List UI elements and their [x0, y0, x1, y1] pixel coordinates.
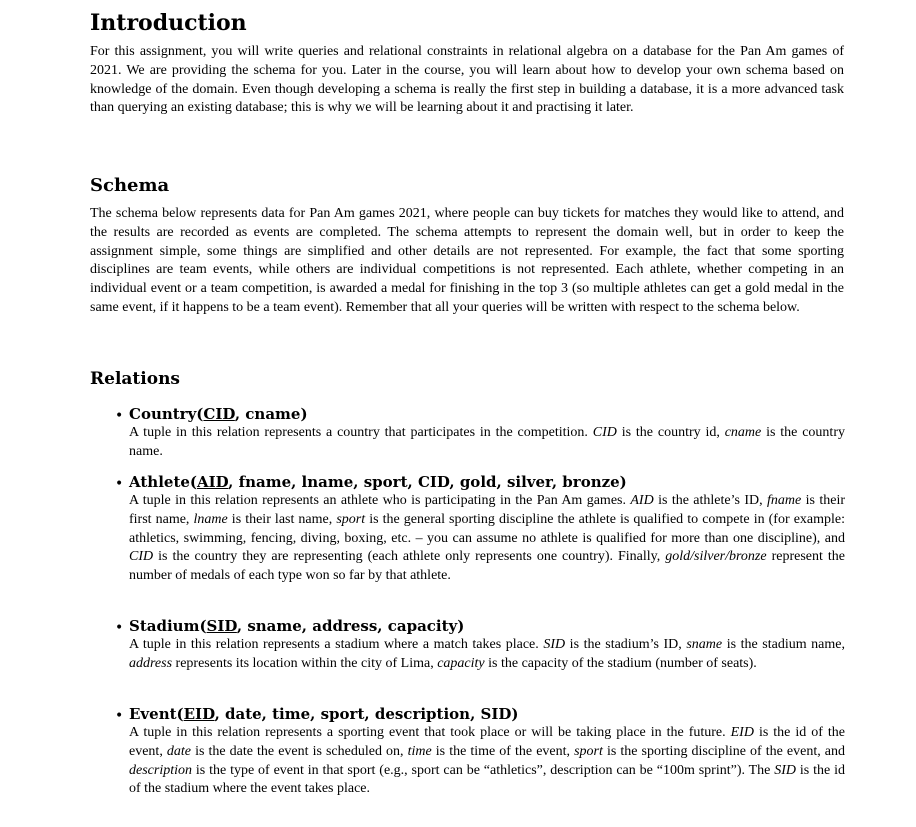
attribute-name: SID	[774, 762, 797, 778]
attribute-name: lname	[193, 511, 228, 527]
introduction-paragraph: For this assignment, you will write queries and relational constraints in relational algebra on a database for the Pan Am games of 2021. We are providing the schema for you. Later in the course, you will learn about how to develop your own schema based on knowledge of the domain. Even though developing a schema is really the first step in building a database, it is a more advanced task than querying an existing database; this is why we will be learning about it and practising it later.	[90, 44, 844, 116]
description-text: is the stadium’s ID,	[565, 637, 687, 652]
description-text: is the country they are representing (each athlete only represents one country). Finally,	[153, 549, 666, 565]
description-text: is the type of event in that sport (e.g., sport can be “athletics”, description can be “100m sprint”). The	[192, 762, 775, 778]
attribute-name: EID	[730, 725, 754, 740]
attribute-name: time	[407, 743, 432, 759]
relation-signature: Event(EID, date, time, sport, description, SID)	[129, 705, 519, 723]
description-text: is the country id,	[616, 425, 725, 440]
description-text: A tuple in this relation represents an athlete who is participating in the Pan Am games.	[129, 493, 631, 508]
relations-heading: Relations	[90, 369, 180, 389]
relation-event	[115, 705, 845, 799]
relation-description	[129, 724, 845, 799]
bullet-icon: •	[115, 408, 124, 424]
primary-key: EID	[183, 705, 215, 723]
attribute-name: capacity	[437, 655, 485, 671]
attribute-name: AID	[630, 493, 654, 508]
description-text: is the time of the event,	[431, 743, 575, 759]
attribute-name: sport	[336, 511, 366, 527]
relation-description	[129, 492, 845, 586]
introduction-heading: Introduction	[90, 10, 247, 36]
bullet-icon: •	[115, 476, 124, 492]
description-text: A tuple in this relation represents a sporting event that took place or will be taking place in the future.	[129, 725, 731, 740]
relation-athlete	[115, 473, 845, 586]
relation-signature: Stadium(SID, sname, address, capacity)	[129, 617, 465, 635]
attribute-name: fname	[767, 493, 802, 508]
schema-heading: Schema	[90, 175, 170, 196]
attribute-name: date	[166, 743, 191, 759]
relation-signature: Athlete(AID, fname, lname, sport, CID, gold, silver, bronze)	[129, 473, 627, 491]
description-text: is the athlete’s ID,	[653, 493, 768, 508]
description-text: is the general sporting discipline the athlete is qualified to compete in (for example: athletics, swimming, fencing, diving, boxing, etc. – you can assume no athlete is qualified for more than one discipline), and	[129, 511, 846, 546]
relation-description	[129, 636, 845, 674]
relation-description	[129, 424, 845, 462]
relation-country	[115, 405, 845, 462]
attribute-name: gold/silver/bronze	[665, 549, 767, 565]
attribute-name: CID	[129, 549, 154, 565]
attribute-name: cname	[724, 425, 762, 440]
description-text: represents its location within the city of Lima,	[172, 655, 438, 671]
description-text: is the id of the event,	[129, 725, 845, 759]
attribute-name: SID	[543, 637, 566, 652]
attribute-name: address	[129, 655, 173, 671]
schema-paragraph: The schema below represents data for Pan Am games 2021, where people can buy tickets for matches they would like to attend, and the results are recorded as events are completed. The schema attempts to represent the domain well, but in order to keep the assignment simple, some things are simplified and other details are not represented. For example, the fact that some sporting disciplines are team events, while others are individual competitions is not represented. Each athlete, whether competing in an individual event or a team competition, is awarded a medal for finishing in the top 3 (so multiple athletes can get a gold medal in the same event, if it happens to be a team event). Remember that all your queries will be written with respect to the schema below.	[90, 206, 844, 315]
description-text: is their first name,	[129, 493, 846, 527]
attribute-name: CID	[592, 425, 617, 440]
attribute-name: sport	[574, 743, 603, 759]
relation-stadium	[115, 617, 845, 674]
primary-key: CID	[203, 405, 235, 423]
attribute-name: sname	[686, 637, 723, 652]
description-text: is the sporting discipline of the event, and	[602, 743, 846, 759]
relation-signature: Country(CID, cname)	[129, 405, 308, 423]
description-text: is their last name,	[227, 511, 337, 527]
primary-key: SID	[206, 617, 237, 635]
description-text: A tuple in this relation represents a stadium where a match takes place.	[129, 637, 544, 652]
description-text: is the id of the stadium where the event takes place.	[129, 762, 845, 797]
bullet-icon: •	[115, 708, 124, 724]
description-text: is the stadium name,	[722, 637, 845, 652]
attribute-name: description	[129, 762, 192, 778]
primary-key: AID	[197, 473, 229, 491]
description-text: is the country name.	[129, 425, 845, 459]
description-text: represent the number of medals of each type won so far by that athlete.	[129, 549, 845, 584]
description-text: is the date the event is scheduled on,	[191, 743, 408, 759]
description-text: A tuple in this relation represents a country that participates in the competition.	[129, 425, 593, 440]
description-text: is the capacity of the stadium (number of seats).	[484, 655, 757, 671]
bullet-icon: •	[115, 620, 124, 636]
